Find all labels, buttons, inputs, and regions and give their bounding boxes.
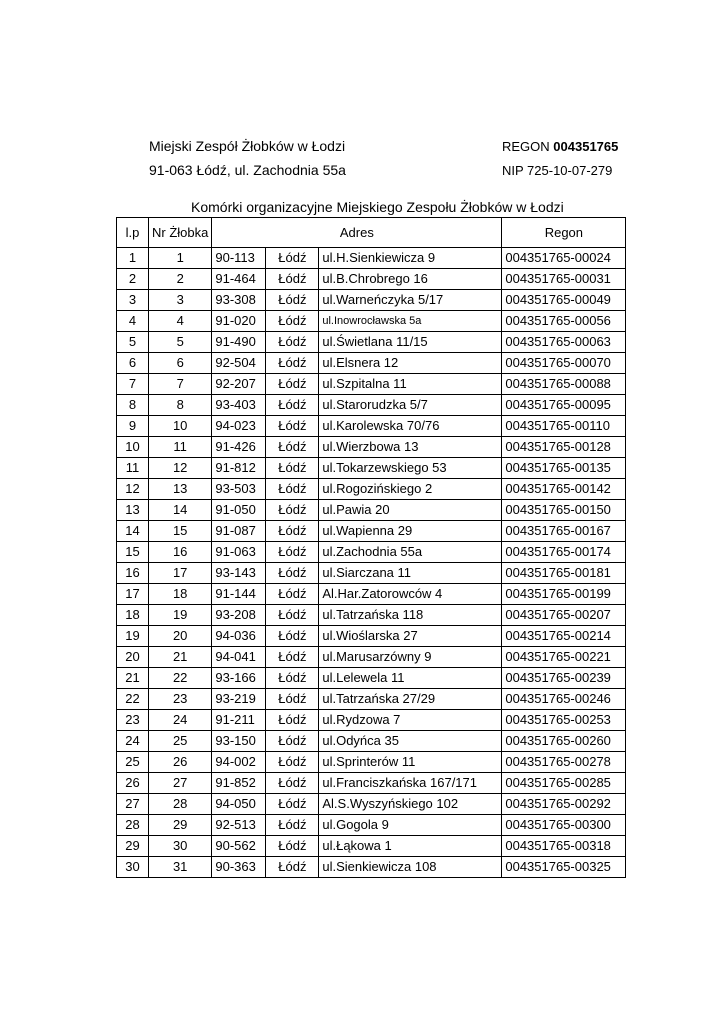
table-row bbox=[117, 626, 626, 647]
cell-street: ul.Elsnera 12 bbox=[319, 353, 502, 374]
cell-street: ul.Franciszkańska 167/171 bbox=[319, 773, 502, 794]
cell-lp: 8 bbox=[117, 395, 149, 416]
cell-street: ul.Zachodnia 55a bbox=[319, 542, 502, 563]
units-table bbox=[116, 217, 626, 878]
cell-regon: 004351765-00031 bbox=[502, 269, 626, 290]
cell-street: ul.Sienkiewicza 108 bbox=[319, 857, 502, 878]
cell-lp: 10 bbox=[117, 437, 149, 458]
cell-street: ul.Starorudzka 5/7 bbox=[319, 395, 502, 416]
cell-street: ul.Sprinterów 11 bbox=[319, 752, 502, 773]
cell-city: Łódź bbox=[266, 248, 319, 269]
cell-lp: 28 bbox=[117, 815, 149, 836]
cell-regon: 004351765-00135 bbox=[502, 458, 626, 479]
cell-lp: 7 bbox=[117, 374, 149, 395]
cell-lp: 16 bbox=[117, 563, 149, 584]
cell-regon: 004351765-00167 bbox=[502, 521, 626, 542]
regon-value: 004351765 bbox=[553, 139, 619, 154]
cell-lp: 5 bbox=[117, 332, 149, 353]
cell-nr: 13 bbox=[149, 479, 212, 500]
cell-street: ul.Szpitalna 11 bbox=[319, 374, 502, 395]
cell-zip: 93-166 bbox=[212, 668, 266, 689]
cell-lp: 2 bbox=[117, 269, 149, 290]
cell-lp: 25 bbox=[117, 752, 149, 773]
cell-lp: 29 bbox=[117, 836, 149, 857]
column-header-adres: Adres bbox=[212, 218, 502, 248]
cell-lp: 12 bbox=[117, 479, 149, 500]
table-row bbox=[117, 794, 626, 815]
cell-regon: 004351765-00246 bbox=[502, 689, 626, 710]
cell-lp: 17 bbox=[117, 584, 149, 605]
cell-city: Łódź bbox=[266, 416, 319, 437]
cell-zip: 91-211 bbox=[212, 710, 266, 731]
cell-lp: 30 bbox=[117, 857, 149, 878]
cell-street: ul.Tatrzańska 27/29 bbox=[319, 689, 502, 710]
cell-nr: 14 bbox=[149, 500, 212, 521]
cell-regon: 004351765-00285 bbox=[502, 773, 626, 794]
cell-street: ul.Świetlana 11/15 bbox=[319, 332, 502, 353]
cell-nr: 1 bbox=[149, 248, 212, 269]
cell-zip: 90-113 bbox=[212, 248, 266, 269]
regon-line bbox=[502, 139, 618, 154]
cell-street: ul.Siarczana 11 bbox=[319, 563, 502, 584]
table-row bbox=[117, 395, 626, 416]
cell-zip: 92-504 bbox=[212, 353, 266, 374]
cell-regon: 004351765-00318 bbox=[502, 836, 626, 857]
table-row bbox=[117, 857, 626, 878]
cell-regon: 004351765-00070 bbox=[502, 353, 626, 374]
cell-regon: 004351765-00239 bbox=[502, 668, 626, 689]
cell-city: Łódź bbox=[266, 458, 319, 479]
cell-regon: 004351765-00325 bbox=[502, 857, 626, 878]
cell-lp: 26 bbox=[117, 773, 149, 794]
cell-lp: 22 bbox=[117, 689, 149, 710]
cell-nr: 20 bbox=[149, 626, 212, 647]
table-row bbox=[117, 332, 626, 353]
cell-regon: 004351765-00056 bbox=[502, 311, 626, 332]
cell-city: Łódź bbox=[266, 311, 319, 332]
cell-nr: 27 bbox=[149, 773, 212, 794]
cell-city: Łódź bbox=[266, 710, 319, 731]
cell-regon: 004351765-00095 bbox=[502, 395, 626, 416]
cell-city: Łódź bbox=[266, 626, 319, 647]
cell-lp: 24 bbox=[117, 731, 149, 752]
cell-nr: 12 bbox=[149, 458, 212, 479]
table-header-row bbox=[117, 218, 626, 248]
cell-zip: 92-513 bbox=[212, 815, 266, 836]
cell-street: ul.Rogozińskiego 2 bbox=[319, 479, 502, 500]
table-row bbox=[117, 752, 626, 773]
cell-lp: 21 bbox=[117, 668, 149, 689]
table-row bbox=[117, 479, 626, 500]
cell-city: Łódź bbox=[266, 857, 319, 878]
cell-nr: 5 bbox=[149, 332, 212, 353]
cell-lp: 14 bbox=[117, 521, 149, 542]
table-row bbox=[117, 353, 626, 374]
cell-lp: 13 bbox=[117, 500, 149, 521]
cell-lp: 1 bbox=[117, 248, 149, 269]
cell-lp: 19 bbox=[117, 626, 149, 647]
cell-street: ul.Wioślarska 27 bbox=[319, 626, 502, 647]
cell-lp: 11 bbox=[117, 458, 149, 479]
cell-regon: 004351765-00221 bbox=[502, 647, 626, 668]
cell-zip: 93-150 bbox=[212, 731, 266, 752]
cell-zip: 94-041 bbox=[212, 647, 266, 668]
cell-street: ul.B.Chrobrego 16 bbox=[319, 269, 502, 290]
cell-street: ul.Wapienna 29 bbox=[319, 521, 502, 542]
cell-lp: 27 bbox=[117, 794, 149, 815]
cell-regon: 004351765-00142 bbox=[502, 479, 626, 500]
organization-address: 91-063 Łódź, ul. Zachodnia 55a bbox=[149, 162, 346, 178]
cell-street: ul.Odyńca 35 bbox=[319, 731, 502, 752]
cell-zip: 91-087 bbox=[212, 521, 266, 542]
cell-lp: 3 bbox=[117, 290, 149, 311]
cell-regon: 004351765-00181 bbox=[502, 563, 626, 584]
cell-street: ul.Inowrocławska 5a bbox=[319, 311, 502, 332]
cell-regon: 004351765-00300 bbox=[502, 815, 626, 836]
cell-zip: 91-020 bbox=[212, 311, 266, 332]
cell-street: Al.Har.Zatorowców 4 bbox=[319, 584, 502, 605]
cell-city: Łódź bbox=[266, 752, 319, 773]
cell-street: ul.Pawia 20 bbox=[319, 500, 502, 521]
cell-nr: 28 bbox=[149, 794, 212, 815]
cell-city: Łódź bbox=[266, 815, 319, 836]
cell-street: ul.Tatrzańska 118 bbox=[319, 605, 502, 626]
cell-lp: 23 bbox=[117, 710, 149, 731]
cell-nr: 8 bbox=[149, 395, 212, 416]
cell-street: Al.S.Wyszyńskiego 102 bbox=[319, 794, 502, 815]
cell-street: ul.Marusarzówny 9 bbox=[319, 647, 502, 668]
cell-zip: 93-308 bbox=[212, 290, 266, 311]
cell-regon: 004351765-00253 bbox=[502, 710, 626, 731]
cell-regon: 004351765-00174 bbox=[502, 542, 626, 563]
cell-nr: 31 bbox=[149, 857, 212, 878]
column-header-nr: Nr Żłobka bbox=[149, 218, 212, 248]
cell-zip: 92-207 bbox=[212, 374, 266, 395]
cell-zip: 91-426 bbox=[212, 437, 266, 458]
cell-nr: 7 bbox=[149, 374, 212, 395]
cell-zip: 94-002 bbox=[212, 752, 266, 773]
cell-nr: 22 bbox=[149, 668, 212, 689]
table-row bbox=[117, 731, 626, 752]
cell-street: ul.Rydzowa 7 bbox=[319, 710, 502, 731]
cell-zip: 91-812 bbox=[212, 458, 266, 479]
cell-street: ul.Karolewska 70/76 bbox=[319, 416, 502, 437]
cell-street: ul.Tokarzewskiego 53 bbox=[319, 458, 502, 479]
cell-nr: 17 bbox=[149, 563, 212, 584]
cell-city: Łódź bbox=[266, 332, 319, 353]
cell-lp: 9 bbox=[117, 416, 149, 437]
cell-nr: 24 bbox=[149, 710, 212, 731]
cell-nr: 29 bbox=[149, 815, 212, 836]
cell-city: Łódź bbox=[266, 794, 319, 815]
column-header-regon: Regon bbox=[502, 218, 626, 248]
cell-regon: 004351765-00199 bbox=[502, 584, 626, 605]
cell-zip: 91-144 bbox=[212, 584, 266, 605]
cell-city: Łódź bbox=[266, 689, 319, 710]
cell-zip: 93-219 bbox=[212, 689, 266, 710]
cell-city: Łódź bbox=[266, 353, 319, 374]
cell-zip: 93-208 bbox=[212, 605, 266, 626]
cell-city: Łódź bbox=[266, 374, 319, 395]
cell-nr: 15 bbox=[149, 521, 212, 542]
table-row bbox=[117, 836, 626, 857]
organization-name: Miejski Zespół Żłobków w Łodzi bbox=[149, 138, 346, 154]
cell-city: Łódź bbox=[266, 479, 319, 500]
table-row bbox=[117, 311, 626, 332]
cell-regon: 004351765-00063 bbox=[502, 332, 626, 353]
cell-regon: 004351765-00049 bbox=[502, 290, 626, 311]
cell-zip: 91-063 bbox=[212, 542, 266, 563]
table-row bbox=[117, 815, 626, 836]
table-row bbox=[117, 668, 626, 689]
cell-city: Łódź bbox=[266, 290, 319, 311]
cell-regon: 004351765-00214 bbox=[502, 626, 626, 647]
table-title: Komórki organizacyjne Miejskiego Zespołu Żłobków w Łodzi bbox=[191, 199, 564, 215]
cell-regon: 004351765-00260 bbox=[502, 731, 626, 752]
regon-label: REGON bbox=[502, 139, 550, 154]
cell-nr: 6 bbox=[149, 353, 212, 374]
cell-street: ul.Łąkowa 1 bbox=[319, 836, 502, 857]
table-row bbox=[117, 290, 626, 311]
table-row bbox=[117, 647, 626, 668]
cell-zip: 93-143 bbox=[212, 563, 266, 584]
cell-city: Łódź bbox=[266, 542, 319, 563]
table-row bbox=[117, 773, 626, 794]
table-row bbox=[117, 710, 626, 731]
table-row bbox=[117, 584, 626, 605]
cell-city: Łódź bbox=[266, 668, 319, 689]
cell-lp: 4 bbox=[117, 311, 149, 332]
cell-city: Łódź bbox=[266, 773, 319, 794]
table-row bbox=[117, 542, 626, 563]
cell-zip: 91-464 bbox=[212, 269, 266, 290]
cell-regon: 004351765-00292 bbox=[502, 794, 626, 815]
cell-city: Łódź bbox=[266, 500, 319, 521]
cell-city: Łódź bbox=[266, 269, 319, 290]
table-row bbox=[117, 269, 626, 290]
cell-regon: 004351765-00150 bbox=[502, 500, 626, 521]
cell-nr: 16 bbox=[149, 542, 212, 563]
cell-regon: 004351765-00278 bbox=[502, 752, 626, 773]
table-row bbox=[117, 437, 626, 458]
cell-city: Łódź bbox=[266, 437, 319, 458]
table-row bbox=[117, 521, 626, 542]
cell-city: Łódź bbox=[266, 836, 319, 857]
cell-city: Łódź bbox=[266, 605, 319, 626]
table-row bbox=[117, 416, 626, 437]
table-row bbox=[117, 689, 626, 710]
cell-nr: 11 bbox=[149, 437, 212, 458]
cell-nr: 21 bbox=[149, 647, 212, 668]
cell-street: ul.Gogola 9 bbox=[319, 815, 502, 836]
cell-regon: 004351765-00110 bbox=[502, 416, 626, 437]
cell-city: Łódź bbox=[266, 647, 319, 668]
cell-street: ul.Warneńczyka 5/17 bbox=[319, 290, 502, 311]
cell-street: ul.Lelewela 11 bbox=[319, 668, 502, 689]
cell-street: ul.Wierzbowa 13 bbox=[319, 437, 502, 458]
cell-nr: 10 bbox=[149, 416, 212, 437]
cell-zip: 94-050 bbox=[212, 794, 266, 815]
cell-city: Łódź bbox=[266, 731, 319, 752]
cell-zip: 93-503 bbox=[212, 479, 266, 500]
cell-nr: 19 bbox=[149, 605, 212, 626]
table-row bbox=[117, 374, 626, 395]
cell-nr: 3 bbox=[149, 290, 212, 311]
cell-nr: 26 bbox=[149, 752, 212, 773]
cell-zip: 94-023 bbox=[212, 416, 266, 437]
column-header-lp: l.p bbox=[117, 218, 149, 248]
cell-city: Łódź bbox=[266, 521, 319, 542]
cell-lp: 15 bbox=[117, 542, 149, 563]
cell-zip: 91-050 bbox=[212, 500, 266, 521]
cell-nr: 30 bbox=[149, 836, 212, 857]
table-row bbox=[117, 605, 626, 626]
cell-regon: 004351765-00128 bbox=[502, 437, 626, 458]
cell-zip: 90-562 bbox=[212, 836, 266, 857]
cell-zip: 91-490 bbox=[212, 332, 266, 353]
cell-nr: 18 bbox=[149, 584, 212, 605]
cell-nr: 2 bbox=[149, 269, 212, 290]
table-row bbox=[117, 248, 626, 269]
nip-line: NIP 725-10-07-279 bbox=[502, 163, 613, 178]
cell-nr: 4 bbox=[149, 311, 212, 332]
cell-nr: 23 bbox=[149, 689, 212, 710]
cell-lp: 18 bbox=[117, 605, 149, 626]
table-row bbox=[117, 458, 626, 479]
cell-lp: 20 bbox=[117, 647, 149, 668]
cell-zip: 91-852 bbox=[212, 773, 266, 794]
table-body bbox=[117, 248, 626, 878]
table-row bbox=[117, 563, 626, 584]
cell-city: Łódź bbox=[266, 395, 319, 416]
cell-regon: 004351765-00024 bbox=[502, 248, 626, 269]
cell-city: Łódź bbox=[266, 563, 319, 584]
cell-regon: 004351765-00088 bbox=[502, 374, 626, 395]
cell-lp: 6 bbox=[117, 353, 149, 374]
table-row bbox=[117, 500, 626, 521]
cell-nr: 25 bbox=[149, 731, 212, 752]
cell-zip: 90-363 bbox=[212, 857, 266, 878]
cell-regon: 004351765-00207 bbox=[502, 605, 626, 626]
cell-zip: 94-036 bbox=[212, 626, 266, 647]
cell-city: Łódź bbox=[266, 584, 319, 605]
cell-street: ul.H.Sienkiewicza 9 bbox=[319, 248, 502, 269]
cell-zip: 93-403 bbox=[212, 395, 266, 416]
